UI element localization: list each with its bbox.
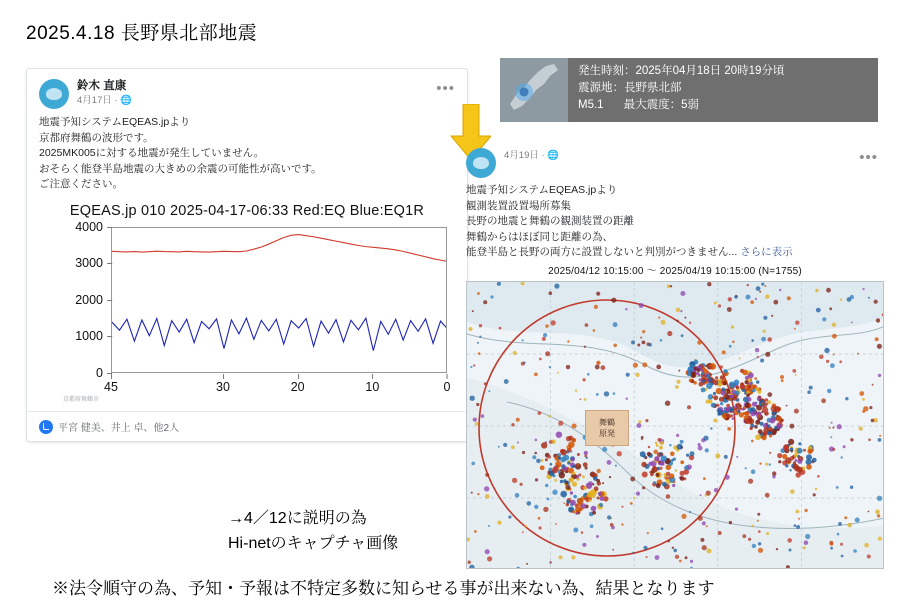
- y-axis-tick: 1000: [75, 329, 103, 343]
- right-post-date-text: 4月19日: [504, 150, 539, 161]
- annotation-line-1: →4／12に説明の為: [228, 510, 367, 527]
- japan-map-thumbnail: [500, 58, 568, 122]
- y-axis-tick: 0: [96, 366, 103, 380]
- right-post-body-line-5: [466, 245, 878, 261]
- right-post-body-line-3: 長野の地震と舞鶴の観測装置の距離: [466, 215, 634, 227]
- more-options-icon[interactable]: •••: [859, 149, 878, 166]
- hinet-map-panel: [466, 262, 884, 572]
- y-axis-tick: 3000: [75, 256, 103, 270]
- more-options-icon[interactable]: •••: [436, 80, 455, 97]
- left-post-author: 鈴木 直康: [77, 80, 127, 92]
- left-post-footer: [27, 411, 467, 441]
- y-axis-tick: 4000: [75, 220, 103, 234]
- left-post-date: 4月17日 · 🌐: [77, 95, 133, 106]
- left-post-body-line-2: 京都府舞鶴の波形です。: [39, 131, 154, 144]
- right-post-body-line-1: 地震予知システムEQEAS.jpより: [466, 184, 618, 196]
- banner-magnitude-row: [578, 97, 870, 114]
- series-EQ1R: [112, 318, 447, 350]
- x-axis-tick: 0: [444, 380, 451, 394]
- x-axis-tick: 45: [104, 380, 118, 394]
- bottom-note: ※法令順守の為、予知・予報は不特定多数に知らせる事が出来ない為、結果となります: [52, 579, 715, 598]
- left-post-header: [27, 69, 467, 113]
- earthquake-info-text: [568, 58, 878, 122]
- annotation-text: [228, 506, 398, 556]
- annotation-line-2: Hi-netのキャプチャ画像: [228, 535, 399, 552]
- earthquake-info-banner: [500, 58, 878, 122]
- x-axis-tick: 30: [216, 380, 230, 394]
- banner-intensity: 最大震度：5弱: [623, 99, 699, 111]
- hinet-caption: 2025/04/12 10:15:00 ～ 2025/04/19 10:15:00 (N=1755): [548, 266, 802, 277]
- like-icon[interactable]: [39, 420, 53, 434]
- right-post-header: [466, 148, 878, 181]
- page-title: 2025.4.18 長野県北部地震: [26, 23, 258, 44]
- y-axis-tick: 2000: [75, 293, 103, 307]
- chart-title: EQEAS.jp 010 2025-04-17-06:33 Red:EQ Blue:EQ1R: [69, 202, 425, 219]
- japan-map-thumbnail-svg: [500, 58, 568, 122]
- left-post-body-line-5: ご注意ください。: [39, 178, 123, 190]
- avatar: [39, 79, 69, 109]
- right-post-date: 4月19日 · 🌐: [504, 150, 560, 161]
- globe-icon: 🌐: [547, 150, 560, 161]
- waveform-chart: [33, 201, 461, 409]
- right-post-card: [466, 148, 878, 261]
- left-post-body-line-3: 2025MK005に対する地震が発生していません。: [39, 147, 265, 159]
- right-post-body-line-5-text: 能登半島と長野の両方に設置しないと判別がつきません...: [466, 246, 738, 258]
- hinet-map: [466, 281, 884, 569]
- chart-plot-area: [111, 227, 447, 373]
- globe-icon: 🌐: [120, 95, 133, 106]
- x-axis-tick: 10: [365, 380, 379, 394]
- avatar: [466, 148, 496, 178]
- banner-epicenter: 震源地：長野県北部: [578, 82, 682, 94]
- chart-svg: [112, 228, 447, 373]
- left-post-body: [27, 113, 467, 199]
- right-post-body: [466, 181, 878, 261]
- series-EQ: [112, 234, 447, 261]
- banner-origin-time: 発生時刻：2025年04月18日 20時19分頃: [578, 65, 785, 77]
- left-post-date-text: 4月17日: [77, 95, 112, 106]
- left-post-card: [26, 68, 468, 442]
- right-post-body-line-2: 観測装置設置場所募集: [466, 199, 571, 212]
- maizuru-plant-label: 舞鶴 原発: [585, 410, 629, 446]
- left-post-body-line-1: 地震予知システムEQEAS.jpより: [39, 116, 191, 128]
- reactions-text: 平宮 健美、井上 卓、他2人: [58, 423, 180, 434]
- x-axis-tick: 20: [291, 380, 305, 394]
- see-more-link[interactable]: さらに表示: [740, 246, 793, 258]
- banner-magnitude: M5.1: [578, 99, 604, 111]
- right-post-body-line-4: 舞鶴からはほぼ同じ距離の為、: [466, 230, 613, 243]
- left-post-body-line-4: おそらく能登半島地震の大きめの余震の可能性が高いです。: [39, 162, 322, 175]
- chart-credit: 京都府舞鶴市: [63, 397, 100, 403]
- hinet-map-svg: [467, 282, 884, 569]
